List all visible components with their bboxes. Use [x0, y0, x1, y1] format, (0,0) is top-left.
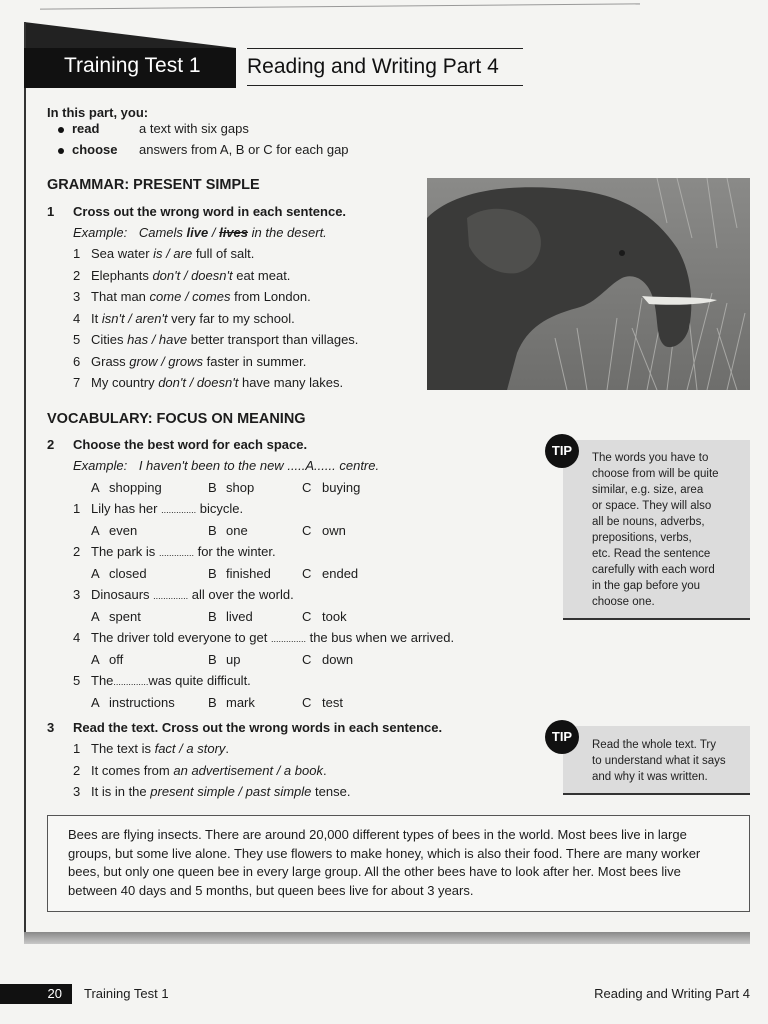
intro-desc-read: a text with six gaps — [139, 121, 249, 136]
list-item: 1 Sea water is / are full of salt. — [73, 246, 255, 261]
bullet-icon — [58, 127, 64, 133]
list-item: 2 Elephants don't / doesn't eat meat. — [73, 268, 291, 283]
reading-passage — [47, 815, 750, 912]
bullet-icon — [58, 148, 64, 154]
list-item: 5 Cities has / have better transport than villages. — [73, 332, 359, 347]
tip-badge: TIP — [545, 434, 579, 468]
list-item: 1 Lily has her .............. bicycle. — [73, 501, 244, 516]
bottom-bar — [24, 932, 750, 944]
intro-verb-read: read — [72, 121, 100, 136]
option-b: B up — [208, 652, 241, 667]
option-c: C took — [302, 609, 347, 624]
grammar-example — [73, 225, 327, 240]
tip-rule — [563, 793, 750, 795]
list-item: 4 It isn't / aren't very far to my school. — [73, 311, 295, 326]
tip-text: Read the whole text. Try to understand what it says and why it was written. — [592, 739, 726, 783]
section-rule-bottom — [247, 85, 523, 86]
option-a: A even — [91, 523, 138, 538]
example-pre: Camels — [138, 225, 183, 240]
example-post: in the desert. — [251, 225, 327, 240]
elephant-photo — [427, 178, 750, 390]
example-correct: live — [186, 225, 209, 240]
example-gap: .....A...... — [287, 458, 336, 473]
option-c: C test — [302, 695, 343, 710]
option-a: A shopping — [91, 480, 162, 495]
footer-right: Reading and Writing Part 4 — [594, 986, 750, 1001]
top-edge-line — [40, 3, 640, 9]
footer-left: Training Test 1 — [84, 986, 169, 1001]
option-b: B shop — [208, 480, 255, 495]
option-c: C buying — [302, 480, 361, 495]
example-post: centre. — [339, 458, 380, 473]
option-a: A off — [91, 652, 124, 667]
vocab-heading: VOCABULARY: FOCUS ON MEANING — [47, 411, 306, 427]
option-a: A closed — [91, 566, 147, 581]
text-question-instruction: Read the text. Cross out the wrong words in each sentence. — [73, 720, 443, 735]
option-b: B mark — [208, 695, 255, 710]
list-item: 1 The text is fact / a story. — [73, 741, 230, 756]
list-item: 4 The driver told everyone to get .............. the bus when we arrived. — [73, 630, 455, 645]
option-c: C own — [302, 523, 346, 538]
intro-verb-choose: choose — [72, 142, 118, 157]
vocab-example — [73, 458, 379, 473]
example-wrong: lives — [219, 225, 249, 240]
tip-rule — [563, 618, 750, 620]
section-title: Reading and Writing Part 4 — [247, 55, 499, 78]
example-label: Example: — [73, 458, 128, 473]
tip-text: The words you have to choose from will be quite similar, e.g. size, area or space. They will also all be nouns, adverbs, prepositions, verbs, etc. Read the sentence carefully with each word in the gap before you choose one. — [592, 452, 719, 608]
option-c: C ended — [302, 566, 359, 581]
question-number: 1 — [47, 204, 55, 219]
banner-title: Training Test 1 — [64, 54, 201, 77]
example-pre: I haven't been to the new — [138, 458, 284, 473]
list-item: 3 Dinosaurs .............. all over the world. — [73, 587, 294, 602]
option-b: B lived — [208, 609, 253, 624]
example-slash: / — [211, 225, 216, 240]
list-item: 2 The park is .............. for the winter. — [73, 544, 276, 559]
question-number: 3 — [47, 720, 55, 735]
option-a: A instructions — [91, 695, 175, 710]
banner-corner — [24, 22, 236, 48]
list-item: 3 It is in the present simple / past simple tense. — [73, 784, 351, 799]
question-number: 2 — [47, 437, 55, 452]
intro-desc-choose: answers from A, B or C for each gap — [139, 142, 349, 157]
example-label: Example: — [73, 225, 128, 240]
page-number: 20 — [0, 984, 72, 1004]
list-item: 7 My country don't / doesn't have many lakes. — [73, 375, 344, 390]
list-item: 6 Grass grow / grows faster in summer. — [73, 354, 307, 369]
option-b: B one — [208, 523, 248, 538]
tip-badge: TIP — [545, 720, 579, 754]
option-b: B finished — [208, 566, 271, 581]
passage-text: Bees are flying insects. There are around 20,000 different types of bees in the world. Most bees live in large groups, but some live alone. They use flowers to make honey, which is also their food. There are many worker bees, but only one queen bee in every large group. All the other bees have to look after her. Most bees live between 40 days and 5 months, but queen bees live for about 3 years. — [68, 827, 701, 898]
vocab-instruction: Choose the best word for each space. — [73, 437, 308, 452]
grammar-instruction: Cross out the wrong word in each sentence. — [73, 204, 347, 219]
margin-line — [24, 22, 26, 942]
section-rule-top — [247, 48, 523, 49]
intro-lead: In this part, you: — [47, 105, 149, 120]
list-item: 5 The..............was quite difficult. — [73, 673, 251, 688]
option-a: A spent — [91, 609, 141, 624]
option-c: C down — [302, 652, 354, 667]
list-item: 2 It comes from an advertisement / a book. — [73, 763, 327, 778]
grammar-heading: GRAMMAR: PRESENT SIMPLE — [47, 177, 260, 193]
list-item: 3 That man come / comes from London. — [73, 289, 311, 304]
